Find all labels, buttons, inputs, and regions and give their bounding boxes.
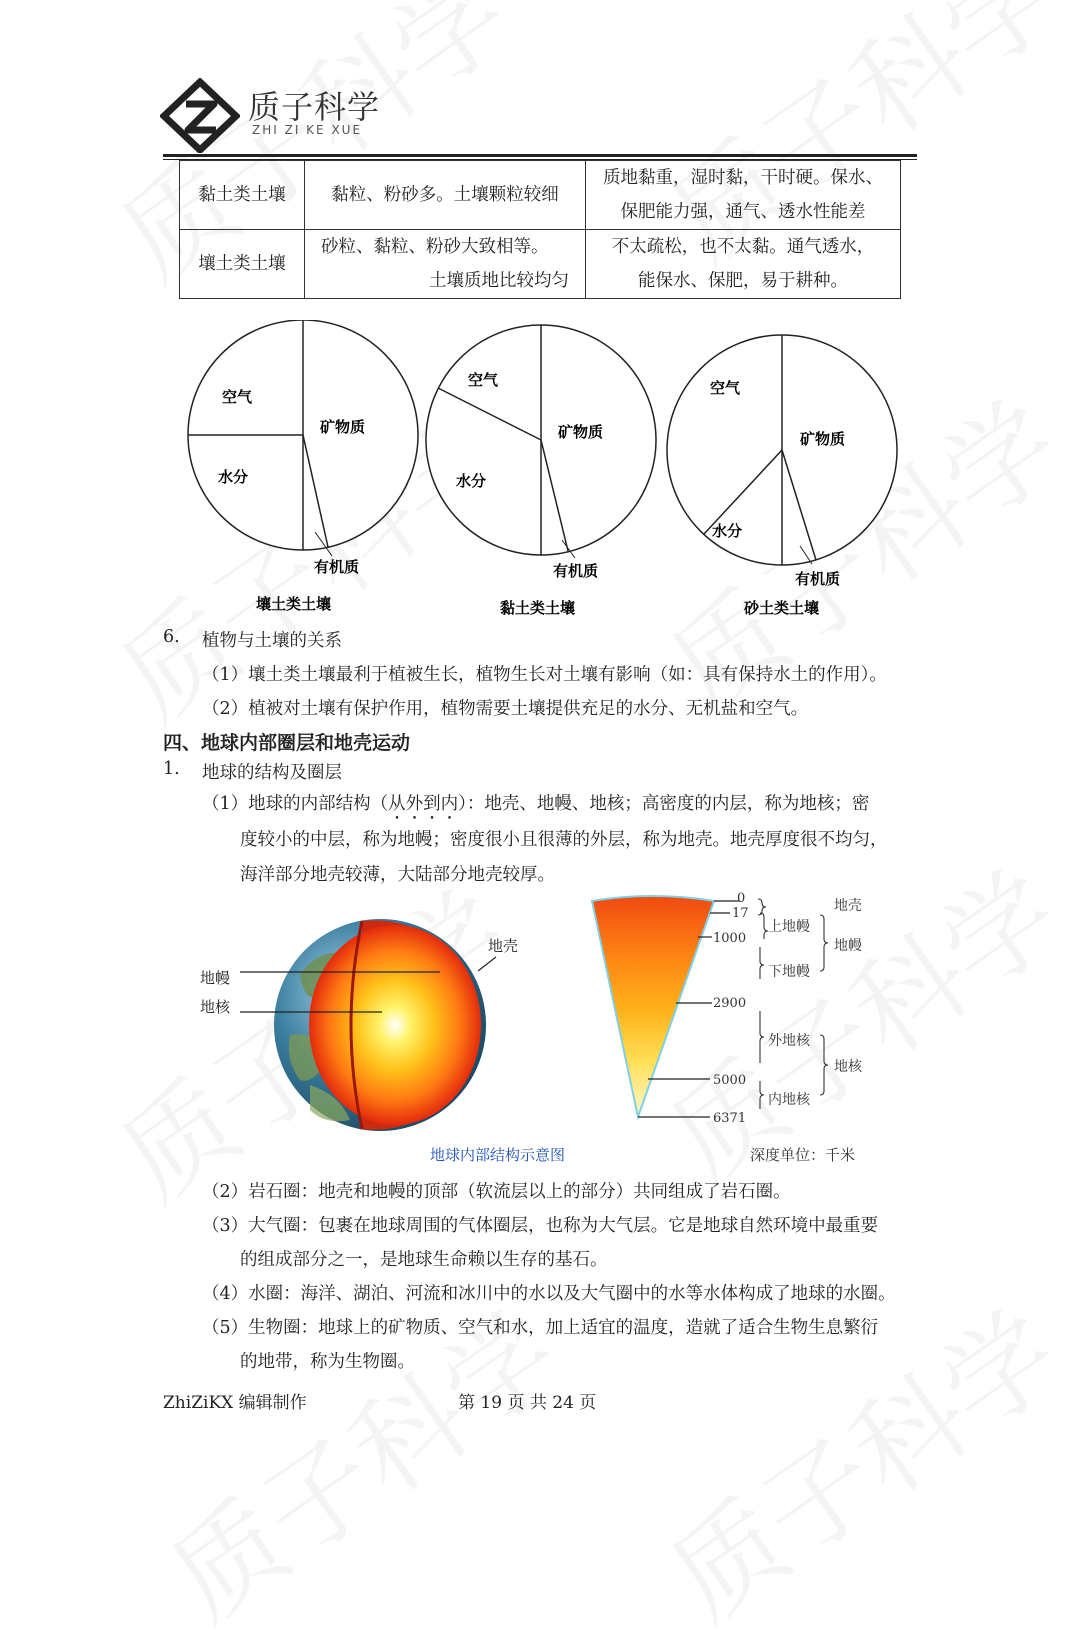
table-cell: 砂粒、黏粒、粉砂大致相等。 土壤质地比较均匀 xyxy=(305,230,586,299)
pie-label-mineral: 矿物质 xyxy=(800,430,846,448)
pie-label-organic: 有机质 xyxy=(795,570,841,588)
sub1-title: 地球的结构及圈层 xyxy=(202,763,342,783)
depth-labels xyxy=(713,891,749,1126)
depth-wedge xyxy=(592,896,714,1117)
pie-title: 黏土类土壤 xyxy=(500,599,576,617)
pie-label-organic: 有机质 xyxy=(314,558,360,576)
footer-page-number: 第 19 页 共 24 页 xyxy=(458,1393,597,1413)
pie-label-mineral: 矿物质 xyxy=(320,418,366,436)
pie-label-air: 空气 xyxy=(710,379,741,397)
table-cell: 不太疏松，也不太黏。通气透水， 能保水、保肥，易于耕种。 xyxy=(586,230,901,299)
globe-cutaway xyxy=(274,919,486,1131)
pie-label-water: 水分 xyxy=(218,468,249,486)
section6-item: （2）植被对土壤有保护作用，植物需要土壤提供充足的水分、无机盐和空气。 xyxy=(202,699,809,719)
layer-inner-core: 内地核 xyxy=(768,1092,810,1108)
logo-icon xyxy=(160,78,240,153)
pie-label-organic: 有机质 xyxy=(553,562,599,580)
pie-clay xyxy=(426,325,656,617)
pie-label-mineral: 矿物质 xyxy=(558,423,604,441)
layer-upper-mantle: 上地幔 xyxy=(768,919,810,935)
table-cell: 壤土类土壤 xyxy=(180,230,305,299)
group-core: 地核 xyxy=(834,1059,862,1075)
label-core: 地核 xyxy=(200,998,231,1016)
sub1-num: 1. xyxy=(163,759,180,779)
section6-num: 6. xyxy=(163,627,180,647)
header xyxy=(160,78,920,163)
pie-title: 砂土类土壤 xyxy=(744,599,820,617)
section6-item: （1）壤土类土壤最利于植被生长，植物生长对土壤有影响（如：具有保持水土的作用）。 xyxy=(202,665,887,685)
depth-label: 17 xyxy=(732,906,749,921)
label-crust: 地壳 xyxy=(488,937,519,955)
pie-title: 壤土类土壤 xyxy=(256,595,332,613)
pie-label-air: 空气 xyxy=(222,388,253,406)
depth-label: 6371 xyxy=(713,1111,747,1126)
layer-lower-mantle: 下地幔 xyxy=(768,964,810,980)
table-cell: 黏土类土壤 xyxy=(180,161,305,230)
pie-loam xyxy=(188,320,418,613)
table-cell: 黏粒、粉砂多。土壤颗粒较细 xyxy=(305,161,586,230)
para-lithosphere: （2）岩石圈：地壳和地幔的顶部（软流层以上的部分）共同组成了岩石圈。 xyxy=(202,1182,791,1202)
para-biosphere-line2: 的地带，称为生物圈。 xyxy=(240,1352,415,1372)
depth-label: 5000 xyxy=(713,1073,747,1088)
earth-structure-figure xyxy=(190,885,890,1175)
para-structure-line2: 度较小的中层，称为地幔；密度很小且很薄的外层，称为地壳。地壳厚度很不均匀， xyxy=(240,830,888,850)
para-hydrosphere: （4）水圈：海洋、湖泊、河流和冰川中的水以及大气圈中的水等水体构成了地球的水圈。 xyxy=(202,1284,896,1304)
para-biosphere-line1: （5）生物圈：地球上的矿物质、空气和水，加上适宜的温度，造就了适合生物生息繁衍 xyxy=(202,1318,879,1338)
section-heading: 四、地球内部圈层和地壳运动 xyxy=(163,732,411,754)
table-row xyxy=(180,161,901,230)
soil-table xyxy=(179,160,901,299)
pie-sandy xyxy=(667,335,897,617)
layer-outer-core: 外地核 xyxy=(768,1033,810,1049)
table-row xyxy=(180,230,901,299)
pie-label-water: 水分 xyxy=(712,522,743,540)
group-mantle: 地幔 xyxy=(834,938,862,954)
group-crust: 地壳 xyxy=(834,898,862,914)
brand-pinyin: ZHI ZI KE XUE xyxy=(252,123,363,137)
unit-note: 深度单位：千米 xyxy=(750,1146,856,1164)
emphasis-text: 从外到内 xyxy=(388,794,459,814)
figure-caption: 地球内部结构示意图 xyxy=(430,1146,566,1164)
depth-label: 0 xyxy=(737,891,746,906)
para-atmosphere-line2: 的组成部分之一，是地球生命赖以生存的基石。 xyxy=(240,1250,608,1270)
pie-label-water: 水分 xyxy=(456,472,487,490)
para-structure-line3: 海洋部分地壳较薄，大陆部分地壳较厚。 xyxy=(240,865,555,885)
depth-label: 1000 xyxy=(713,931,747,946)
para-structure-line1: （1）地球的内部结构（从外到内）：地壳、地幔、地核；高密度的内层，称为地核；密 xyxy=(202,794,870,814)
soil-composition-pies xyxy=(170,320,930,620)
brand-name: 质子科学 xyxy=(248,88,381,126)
header-rule xyxy=(163,154,917,157)
section6-title: 植物与土壤的关系 xyxy=(202,631,342,651)
depth-label: 2900 xyxy=(713,996,747,1011)
label-mantle: 地幔 xyxy=(200,969,231,987)
pie-label-air: 空气 xyxy=(468,371,499,389)
para-atmosphere-line1: （3）大气圈：包裹在地球周围的气体圈层，也称为大气层。它是地球自然环境中最重要 xyxy=(202,1216,879,1236)
table-cell: 质地黏重，湿时黏，干时硬。保水、 保肥能力强，通气、透水性能差 xyxy=(586,161,901,230)
footer-credit: ZhiZiKX 编辑制作 xyxy=(163,1393,307,1413)
